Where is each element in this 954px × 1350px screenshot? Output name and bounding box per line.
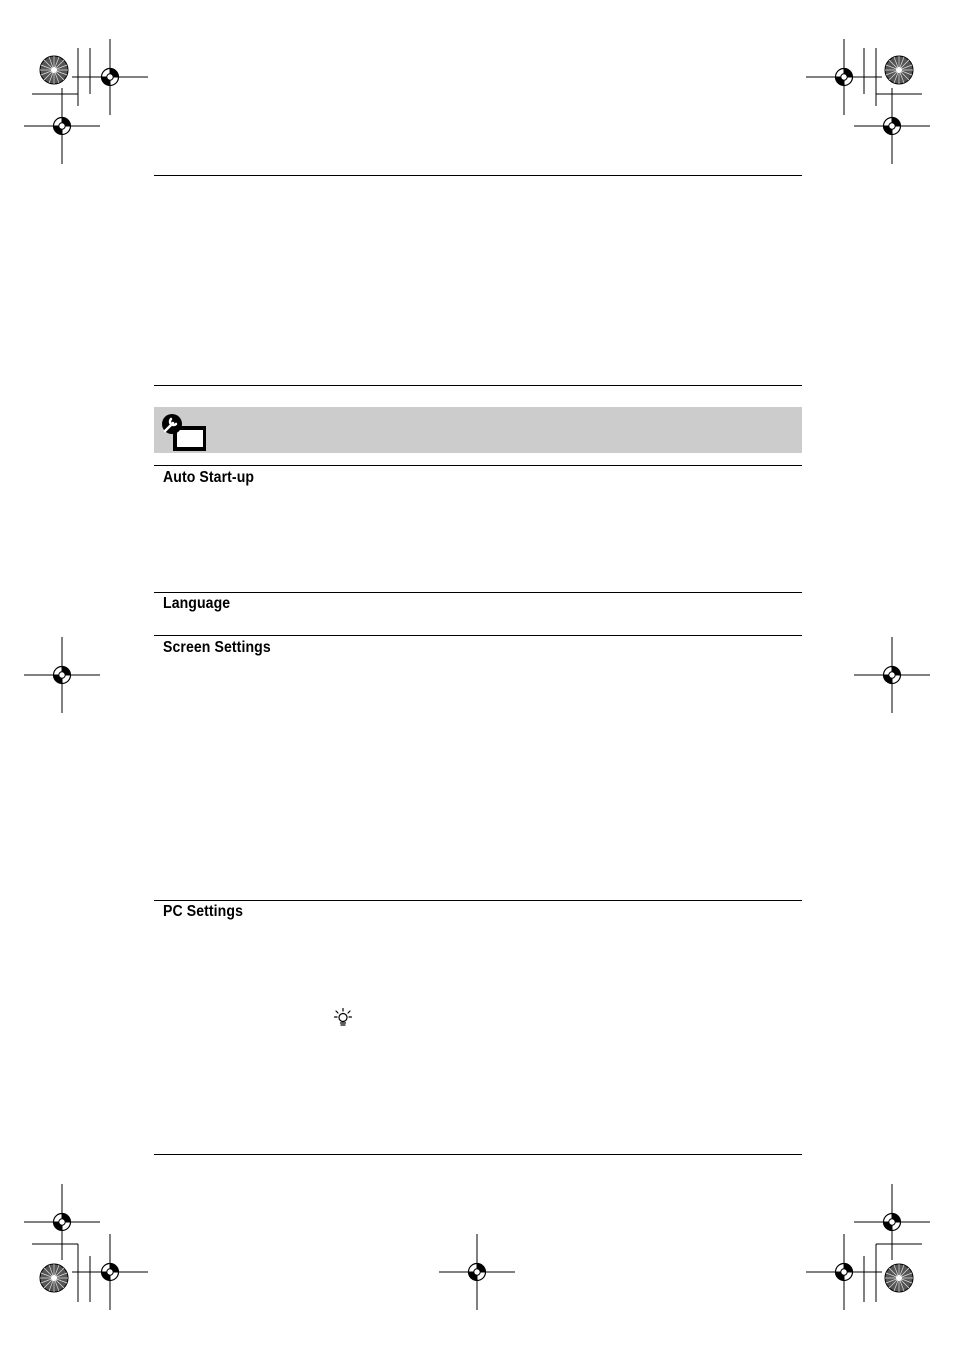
section-title-screen-settings: Screen Settings xyxy=(163,639,271,656)
registration-crosshair-icon xyxy=(854,1184,930,1260)
section-title-auto-start-up: Auto Start-up xyxy=(163,469,255,486)
color-wheel-icon xyxy=(885,56,913,84)
registration-crosshair-icon xyxy=(439,1234,515,1310)
registration-crosshair-icon xyxy=(24,637,100,713)
registration-crosshair-icon xyxy=(72,39,148,115)
registration-crosshair-icon xyxy=(24,1184,100,1260)
section-title-language: Language xyxy=(163,595,231,612)
color-wheel-icon xyxy=(40,56,68,84)
registration-crosshair-icon xyxy=(854,637,930,713)
color-wheel-icon xyxy=(40,1264,68,1292)
registration-crosshair-icon xyxy=(24,88,100,164)
color-wheel-icon xyxy=(885,1264,913,1292)
registration-crosshair-icon xyxy=(806,39,882,115)
registration-crosshair-icon xyxy=(806,1234,882,1310)
registration-crosshair-icon xyxy=(854,88,930,164)
section-title-pc-settings: PC Settings xyxy=(163,903,243,920)
registration-crosshair-icon xyxy=(72,1234,148,1310)
